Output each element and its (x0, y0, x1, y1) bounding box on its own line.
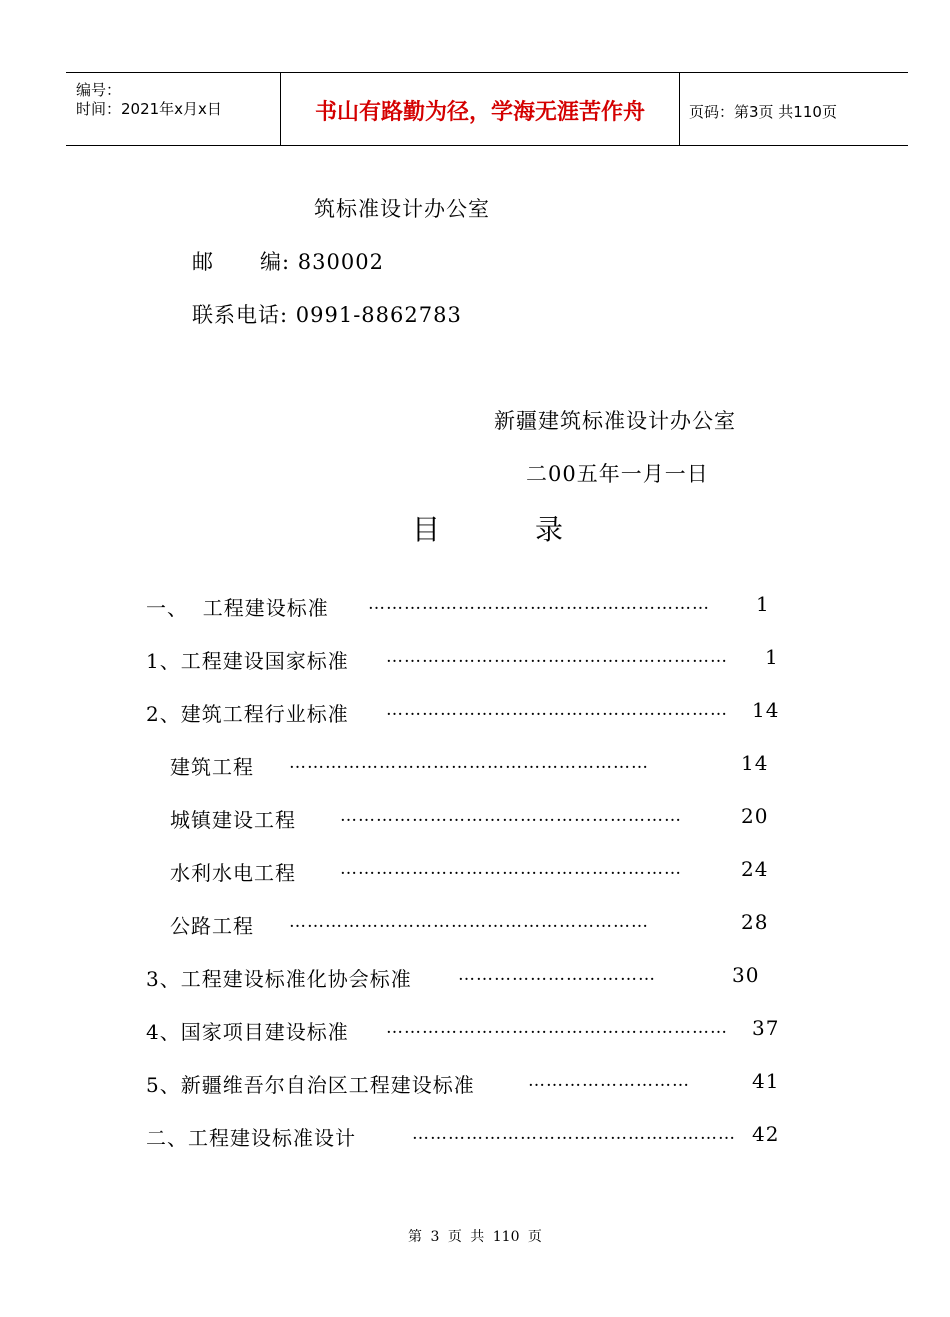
toc-entry-page: 37 (752, 1016, 780, 1040)
toc-entry-label: 3、工程建设标准化协会标准 (146, 967, 412, 991)
number-label: 编号： (76, 81, 122, 99)
toc-entry-page: 20 (741, 804, 769, 828)
toc-entry-leader: ………………………………………………… (340, 806, 682, 826)
toc-entry-leader: ………………………………………………… (386, 700, 728, 720)
header-left-cell (66, 73, 280, 145)
toc-entry-label: 公路工程 (170, 914, 254, 938)
toc-entry-leader: …………………………………………………… (289, 753, 649, 773)
toc-title-left: 目 (412, 513, 441, 546)
address-line: 筑标准设计办公室 (314, 197, 490, 221)
toc-entry-leader: ……………………… (528, 1071, 690, 1091)
toc-entry-label: 2、建筑工程行业标准 (146, 702, 349, 726)
header-page-cell (679, 73, 908, 145)
postcode: 邮 编: 830002 (192, 250, 384, 274)
toc-entry-page: 14 (752, 698, 780, 722)
page-footer: 第 3 页 共 110 页 (408, 1229, 542, 1245)
toc-entry-page: 1 (756, 592, 770, 616)
toc-entry-label: 二、工程建设标准设计 (146, 1126, 356, 1150)
header-motto-cell (280, 73, 680, 145)
toc-entry-label: 建筑工程 (170, 755, 254, 779)
toc-entry-page: 1 (765, 645, 779, 669)
page-header (66, 72, 908, 146)
motto: 书山有路勤为径，学海无涯苦作舟 (314, 100, 645, 125)
toc-entry-label: 一、 工程建设标准 (146, 596, 329, 620)
toc-entry-leader: ………………………………………………… (386, 1018, 728, 1038)
signature-org: 新疆建筑标准设计办公室 (494, 409, 736, 433)
toc-entry-page: 28 (741, 910, 769, 934)
toc-entry-leader: ………………………………………………… (386, 647, 728, 667)
toc-entry-page: 24 (741, 857, 769, 881)
toc-entry-leader: …………………………………………………… (289, 912, 649, 932)
toc-title-right: 录 (535, 513, 564, 546)
page-info: 页码：第3页 共110页 (689, 103, 837, 121)
signature-date: 二00五年一月一日 (526, 462, 709, 486)
toc-entry-label: 1、工程建设国家标准 (146, 649, 349, 673)
toc-entry-page: 30 (732, 963, 760, 987)
time-label: 时间：2021年x月x日 (76, 100, 222, 118)
toc-entry-label: 4、国家项目建设标准 (146, 1020, 349, 1044)
toc-entry-label: 城镇建设工程 (170, 808, 296, 832)
toc-entry-leader: ……………………………………………… (412, 1124, 736, 1144)
toc-entry-leader: …………………………… (458, 965, 656, 985)
phone: 联系电话: 0991-8862783 (192, 303, 462, 327)
toc-entry-label: 5、新疆维吾尔自治区工程建设标准 (146, 1073, 475, 1097)
toc-entry-page: 41 (752, 1069, 780, 1093)
toc-entry-leader: ………………………………………………… (368, 594, 710, 614)
toc-entry-leader: ………………………………………………… (340, 859, 682, 879)
toc-entry-label: 水利水电工程 (170, 861, 296, 885)
toc-entry-page: 14 (741, 751, 769, 775)
toc-entry-page: 42 (752, 1122, 780, 1146)
